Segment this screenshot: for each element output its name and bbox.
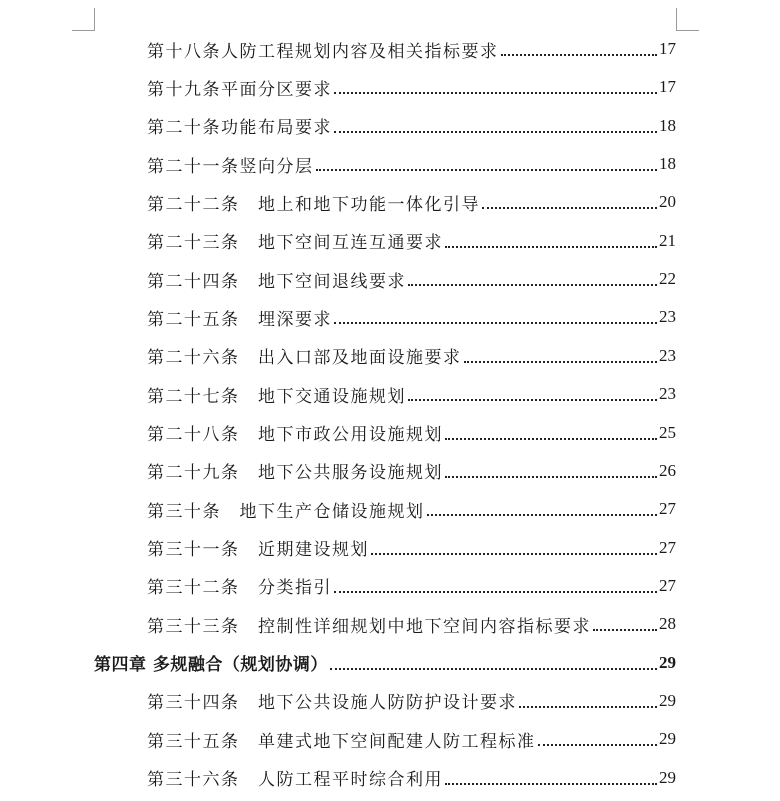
toc-dot-leader xyxy=(501,54,658,56)
toc-entry[interactable] xyxy=(147,682,676,720)
toc-entry-title: 第十九条平面分区要求 xyxy=(147,79,332,100)
toc-page-number: 23 xyxy=(659,307,676,327)
toc-entry[interactable] xyxy=(147,30,676,68)
toc-entry-title: 第二十四条 地下空间退线要求 xyxy=(147,271,406,292)
toc-entry-title: 第二十一条竖向分层 xyxy=(147,156,314,177)
toc-entry[interactable] xyxy=(147,529,676,567)
toc-entry[interactable] xyxy=(147,567,676,605)
toc-page-number: 23 xyxy=(659,345,676,365)
toc-dot-leader xyxy=(334,92,657,94)
toc-dot-leader xyxy=(445,438,657,440)
toc-entry-title: 第二十六条 出入口部及地面设施要求 xyxy=(147,348,462,369)
toc-entry[interactable] xyxy=(147,414,676,452)
toc-page-number: 27 xyxy=(659,499,676,519)
toc-dot-leader xyxy=(371,553,657,555)
toc-page-number: 27 xyxy=(659,537,676,557)
toc-dot-leader xyxy=(408,399,657,401)
toc-entry-title: 第三十五条 单建式地下空间配建人防工程标准 xyxy=(147,731,536,752)
toc-page-number: 20 xyxy=(659,192,676,212)
toc-dot-leader xyxy=(482,207,657,209)
toc-entry-title: 第四章 多规融合（规划协调） xyxy=(94,655,328,676)
toc-page-number: 18 xyxy=(659,154,676,174)
toc-entry-title: 第三十一条 近期建设规划 xyxy=(147,540,369,561)
toc-page-number: 22 xyxy=(659,269,676,289)
toc-dot-leader xyxy=(445,476,657,478)
toc-page-number: 29 xyxy=(659,767,676,787)
toc-entry[interactable] xyxy=(147,490,676,528)
toc-dot-leader xyxy=(334,131,657,133)
toc-page-number: 29 xyxy=(659,729,676,749)
toc-entry-title: 第二十八条 地下市政公用设施规划 xyxy=(147,425,443,445)
page-corner-mark-right xyxy=(676,8,699,31)
toc-page-number: 21 xyxy=(659,230,676,250)
toc-dot-leader xyxy=(593,629,657,631)
toc-dot-leader xyxy=(330,668,657,670)
toc-page-number: 28 xyxy=(659,614,676,634)
toc-page-number: 17 xyxy=(659,39,676,58)
toc-entry-title: 第二十五条 埋深要求 xyxy=(147,309,332,330)
toc-entry[interactable] xyxy=(147,68,676,106)
toc-page-number: 23 xyxy=(659,384,676,404)
toc-chapter-entry[interactable] xyxy=(94,644,676,682)
toc-dot-leader xyxy=(408,284,657,286)
toc-page-number: 29 xyxy=(659,652,676,672)
toc-entry[interactable] xyxy=(147,759,676,797)
toc-entry-title: 第三十六条 人防工程平时综合利用 xyxy=(147,770,443,791)
toc-entry[interactable] xyxy=(147,605,676,643)
toc-entry-title: 第三十三条 控制性详细规划中地下空间内容指标要求 xyxy=(147,616,591,637)
toc-entry[interactable] xyxy=(147,298,676,336)
toc-entry[interactable] xyxy=(147,145,676,183)
toc-dot-leader xyxy=(538,744,658,746)
toc-page-number: 29 xyxy=(659,690,676,710)
toc-page-number: 17 xyxy=(659,77,676,97)
toc-page-number: 25 xyxy=(659,422,676,442)
toc-entry-title: 第二十七条 地下交通设施规划 xyxy=(147,386,406,407)
toc-entry[interactable] xyxy=(147,375,676,413)
page-corner-mark-left xyxy=(72,8,95,31)
toc-entry[interactable] xyxy=(147,452,676,490)
toc-entry-title: 第二十九条 地下公共服务设施规划 xyxy=(147,463,443,484)
toc-entry-title: 第三十二条 分类指引 xyxy=(147,578,332,599)
toc-dot-leader xyxy=(427,514,658,516)
toc-entry[interactable] xyxy=(147,107,676,145)
toc-entry-title: 第二十条功能布局要求 xyxy=(147,118,332,139)
toc-entry[interactable] xyxy=(147,183,676,221)
toc-entry[interactable] xyxy=(147,720,676,758)
toc-dot-leader xyxy=(519,706,657,708)
toc-dot-leader xyxy=(464,361,658,363)
toc-entry-title: 第二十二条 地上和地下功能一体化引导 xyxy=(147,194,480,215)
toc-entry-title: 第三十条 地下生产仓储设施规划 xyxy=(147,501,425,522)
toc-dot-leader xyxy=(334,591,657,593)
toc-entry[interactable] xyxy=(147,222,676,260)
toc-page-number: 27 xyxy=(659,575,676,595)
toc-dot-leader xyxy=(334,322,657,324)
toc-entry[interactable] xyxy=(147,337,676,375)
toc-page-number: 26 xyxy=(659,460,676,480)
toc-dot-leader xyxy=(445,783,657,785)
toc-dot-leader xyxy=(445,246,657,248)
toc-entry-title: 第三十四条 地下公共设施人防防护设计要求 xyxy=(147,693,517,714)
toc-entry-title: 第二十三条 地下空间互连互通要求 xyxy=(147,233,443,254)
toc-dot-leader xyxy=(316,169,658,171)
toc-entry[interactable] xyxy=(147,260,676,298)
toc-page-number: 18 xyxy=(659,115,676,135)
toc-entry-title: 第十八条人防工程规划内容及相关指标要求 xyxy=(147,41,499,62)
